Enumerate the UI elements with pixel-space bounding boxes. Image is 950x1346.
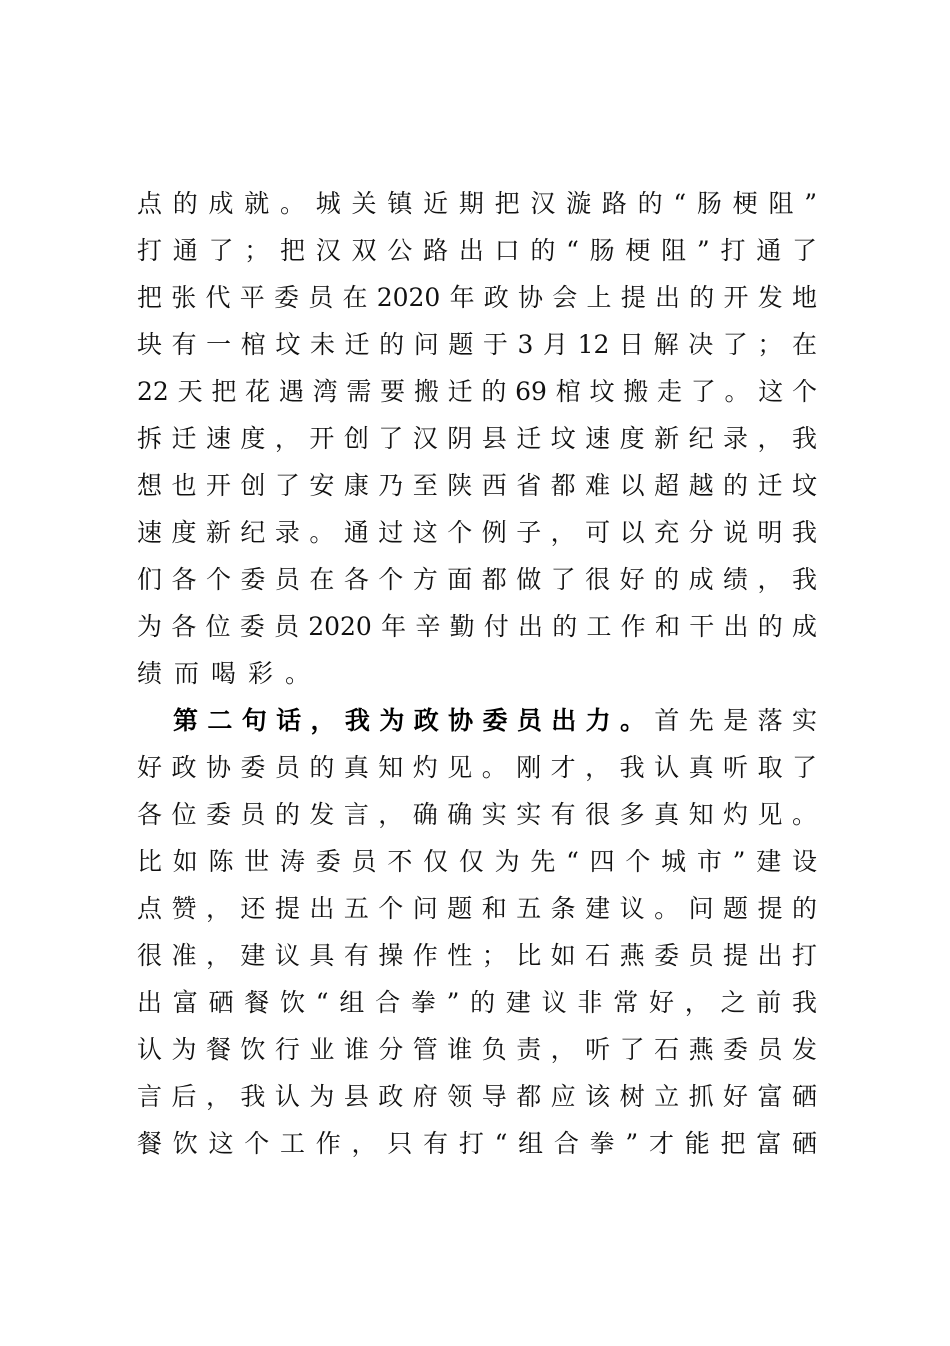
text-line: 认为餐饮行业谁分管谁负责，听了石燕委员发 (137, 1035, 817, 1064)
body-text (137, 180, 817, 1167)
text-line: 块有一棺坟未迁的问题于3月12日解决了；在 (137, 330, 817, 359)
text-line: 想也开创了安康乃至陕西省都难以超越的迁坟 (137, 471, 817, 500)
text-line: 言后，我认为县政府领导都应该树立抓好富硒 (137, 1082, 817, 1111)
text-line: 拆迁速度，开创了汉阴县迁坟速度新纪录，我 (137, 424, 817, 453)
text-line: 为各位委员2020年辛勤付出的工作和干出的成 (137, 612, 817, 641)
text-line: 出富硒餐饮“组合拳”的建议非常好，之前我 (137, 988, 817, 1017)
text-line: 餐饮这个工作，只有打“组合拳”才能把富硒 (137, 1129, 817, 1158)
text-line: 绩而喝彩。 (137, 659, 323, 688)
text-line: 速度新纪录。通过这个例子，可以充分说明我 (137, 518, 817, 547)
text-line: 22天把花遇湾需要搬迁的69棺坟搬走了。这个 (137, 377, 817, 406)
text-line: 们各个委员在各个方面都做了很好的成绩，我 (137, 565, 817, 594)
text-line: 点赞，还提出五个问题和五条建议。问题提的 (137, 894, 817, 923)
paragraph-heading-line (137, 697, 817, 744)
text-line: 好政协委员的真知灼见。刚才，我认真听取了 (137, 753, 817, 782)
text-line: 很准，建议具有操作性；比如石燕委员提出打 (137, 941, 817, 970)
text-line: 把张代平委员在2020年政协会上提出的开发地 (137, 283, 817, 312)
text-line: 各位委员的发言，确确实实有很多真知灼见。 (137, 800, 817, 829)
text-line: 点的成就。城关镇近期把汉漩路的“肠梗阻” (137, 189, 817, 218)
paragraph-text: 首先是落实 (654, 706, 817, 735)
text-line: 打通了；把汉双公路出口的“肠梗阻”打通了 (137, 236, 817, 265)
text-line: 比如陈世涛委员不仅仅为先“四个城市”建设 (137, 847, 817, 876)
paragraph-heading: 第二句话，我为政协委员出力。 (173, 706, 655, 735)
